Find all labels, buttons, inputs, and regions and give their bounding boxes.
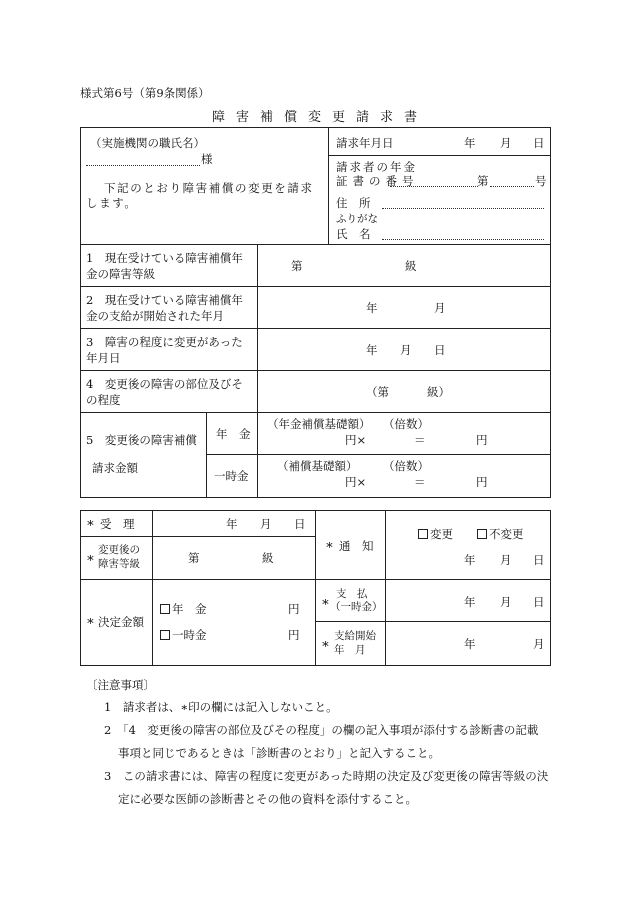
sama-label: 様: [201, 152, 213, 166]
cert-label-line1: 請求者の年金: [336, 160, 417, 174]
request-date-month[interactable]: 月: [500, 136, 512, 150]
row3-label-line1: 3 障害の程度に変更があった: [86, 335, 243, 349]
intro-text-line1: 下記のとおり障害補償の変更を請求: [104, 181, 314, 195]
row4-label-line1: 4 変更後の障害の部位及びそ: [86, 377, 243, 391]
row4-value-close[interactable]: 級）: [427, 385, 450, 399]
henkou-checkbox-box[interactable]: [418, 529, 428, 539]
shiharai-label-line2: （一時金）: [330, 601, 383, 613]
kettei-label: 決定金額: [98, 615, 144, 629]
row2-month[interactable]: 月: [434, 301, 446, 315]
row2-label-line1: 2 現在受けている障害補償年: [86, 293, 243, 307]
kettei-ichiji-label: 一時金: [172, 628, 207, 642]
row3-day[interactable]: 日: [434, 343, 446, 357]
name-field[interactable]: [382, 239, 544, 240]
tsuchi-year[interactable]: 年: [464, 553, 476, 567]
kettei-nenkin-box[interactable]: [160, 604, 170, 614]
kettei-nenkin-checkbox[interactable]: [160, 602, 207, 616]
shiharai-label-line1: 支 払: [336, 588, 368, 600]
row1-kyu[interactable]: 級: [405, 259, 417, 273]
address-field[interactable]: [382, 208, 544, 209]
row3-label-line2: 年月日: [86, 351, 121, 365]
row4-label-line2: の程度: [86, 393, 121, 407]
kettei-ichiji-box[interactable]: [160, 630, 170, 640]
kettei-nenkin-label: 年 金: [172, 602, 207, 616]
star-kaishi: ∗: [321, 637, 330, 652]
shiharai-day[interactable]: 日: [533, 595, 545, 609]
row5-ichiji-yen[interactable]: 円: [476, 475, 488, 489]
row5-ichiji-multiplier: （倍数）: [383, 459, 429, 473]
furigana-label: ふりがな: [336, 213, 378, 225]
name-label: 氏 名: [336, 227, 371, 241]
fuhenkou-checkbox-box[interactable]: [477, 529, 487, 539]
note-2-line2: 事項と同じであるときは「診断書のとおり」と記入すること。: [118, 746, 440, 760]
tsuchi-month[interactable]: 月: [500, 553, 512, 567]
request-date-year[interactable]: 年: [464, 136, 476, 150]
form-number: 様式第6号（第9条関係）: [80, 86, 210, 100]
row4-value-open[interactable]: （第: [366, 385, 389, 399]
form-title: 障害補償変更請求書: [212, 110, 429, 125]
row1-label-line2: 金の障害等級: [86, 267, 155, 281]
cert-gou: 号: [535, 174, 547, 188]
address-label: 住 所: [336, 196, 371, 210]
star-juri: ∗: [86, 516, 95, 531]
juri-label: 受 理: [100, 517, 135, 531]
grade-dai[interactable]: 第: [188, 551, 200, 565]
fuhenkou-label: 不変更: [489, 527, 524, 541]
row5-label-line2: 請求金額: [92, 461, 138, 475]
juri-day[interactable]: 日: [294, 517, 306, 531]
intro-text-line2: します。: [86, 196, 138, 210]
row5-nenkin-label: 年 金: [216, 427, 251, 441]
tsuchi-label: 通 知: [339, 539, 374, 553]
row2-label-line2: 金の支給が開始された年月: [86, 309, 224, 323]
row1-dai[interactable]: 第: [291, 259, 303, 273]
kettei-nenkin-yen[interactable]: 円: [288, 602, 300, 616]
star-kettei: ∗: [86, 614, 95, 629]
row5-nenkin-yen-times[interactable]: 円×: [345, 433, 367, 447]
juri-month[interactable]: 月: [260, 517, 272, 531]
henkou-checkbox[interactable]: [418, 527, 453, 541]
row5-label-line1: 5 変更後の障害補償: [86, 433, 197, 447]
juri-year[interactable]: 年: [226, 517, 238, 531]
notes-heading: 〔注意事項〕: [86, 678, 155, 692]
kettei-ichiji-checkbox[interactable]: [160, 628, 207, 642]
row5-ichiji-base: （補償基礎額）: [277, 459, 358, 473]
row5-ichiji-label: 一時金: [214, 469, 249, 483]
note-2-line1: 2 「4 変更後の障害の部位及びその程度」の欄の記入事項が添付する診断書の記載: [104, 723, 539, 737]
row5-nenkin-equals: ＝: [414, 433, 426, 447]
row3-month[interactable]: 月: [400, 343, 412, 357]
shiharai-month[interactable]: 月: [500, 595, 512, 609]
star-grade: ∗: [86, 551, 95, 566]
kaishi-month[interactable]: 月: [533, 637, 545, 651]
fuhenkou-checkbox[interactable]: [477, 527, 524, 541]
row5-nenkin-base: （年金補償基礎額）: [267, 417, 371, 431]
kaishi-year[interactable]: 年: [464, 637, 476, 651]
row1-label-line1: 1 現在受けている障害補償年: [86, 251, 243, 265]
tsuchi-day[interactable]: 日: [533, 553, 545, 567]
row3-year[interactable]: 年: [366, 343, 378, 357]
row5-nenkin-yen[interactable]: 円: [476, 433, 488, 447]
request-date-label: 請求年月日: [336, 136, 394, 150]
row5-nenkin-multiplier: （倍数）: [383, 417, 429, 431]
institution-name-field[interactable]: [86, 165, 200, 166]
kaishi-label-line2: 年 月: [334, 644, 366, 656]
cert-dai: 第: [477, 174, 489, 188]
henkou-label: 変更: [430, 527, 453, 541]
shiharai-year[interactable]: 年: [464, 595, 476, 609]
kettei-ichiji-yen[interactable]: 円: [288, 628, 300, 642]
star-tsuchi: ∗: [325, 538, 334, 553]
grade-label-line1: 変更後の: [98, 544, 140, 556]
cert-label-line2: 証書の番号: [336, 174, 419, 188]
kaishi-label-line1: 支給開始: [334, 630, 376, 642]
grade-kyu[interactable]: 級: [262, 551, 274, 565]
row5-ichiji-equals: ＝: [414, 475, 426, 489]
row2-year[interactable]: 年: [366, 301, 378, 315]
note-3-line2: 定に必要な医師の診断書とその他の資料を添付すること。: [118, 792, 417, 806]
note-1: 1 請求者は、∗印の欄には記入しないこと。: [104, 700, 338, 714]
request-date-day[interactable]: 日: [533, 136, 545, 150]
institution-label: （実施機関の職氏名）: [90, 136, 205, 150]
grade-label-line2: 障害等級: [98, 558, 140, 570]
cert-number-field-2[interactable]: [490, 186, 534, 187]
note-3-line1: 3 この請求書には、障害の程度に変更があった時期の決定及び変更後の障害等級の決: [104, 769, 549, 783]
cert-number-field[interactable]: [390, 186, 478, 187]
row5-ichiji-yen-times[interactable]: 円×: [345, 475, 367, 489]
star-shiharai: ∗: [321, 595, 330, 610]
